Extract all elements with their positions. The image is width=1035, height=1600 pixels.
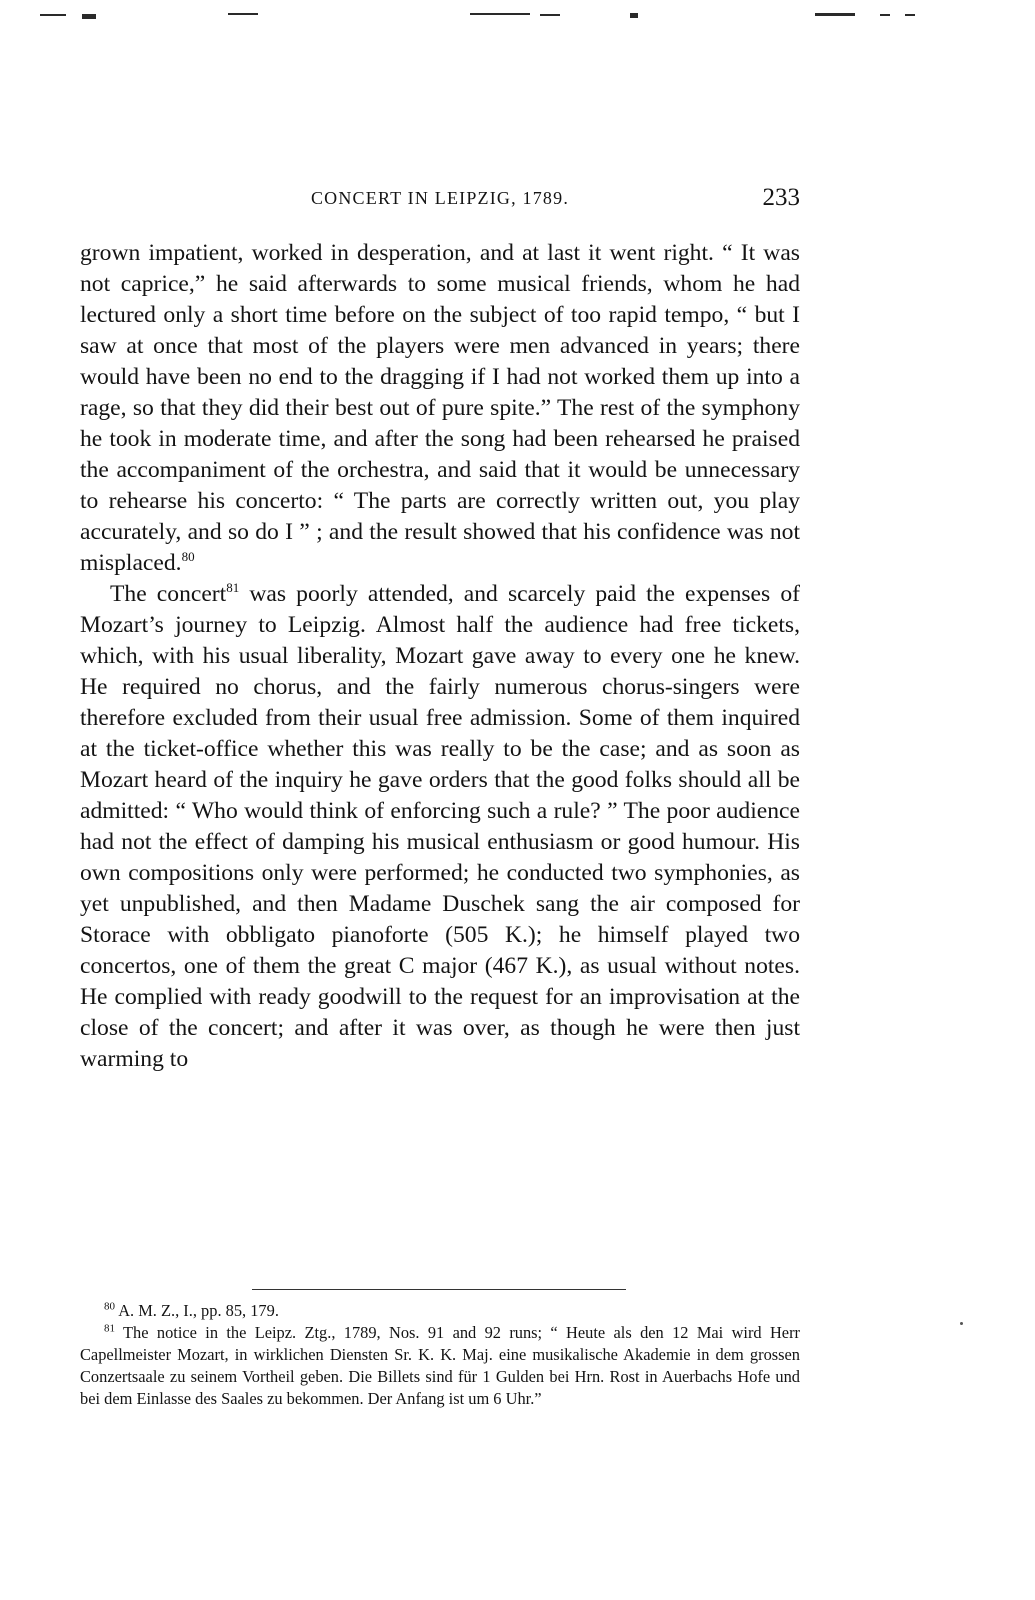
footnote [80,1300,800,1322]
footnote-divider [252,1289,626,1290]
paragraph-text: grown impatient, worked in desperation, and at last it went right. “ It was not caprice,” he said afterwards to some musical friends, whom he had lectured only a short time before on the subject of too rapid tempo, “ but I saw at once that most of the players were men advanced in years; there would have been no end to the dragging if I had not worked them up into a rage, so that they did their best out of pure spite.” The rest of the symphony he took in moderate time, and after the song had been rehearsed he praised the accompaniment of the orchestra, and said that it would be unnecessary to rehearse his concerto: “ The parts are correctly written out, you play accurately, and so do I ” ; and the result showed that his confidence was not misplaced. [80,240,800,576]
running-title: CONCERT IN LEIPZIG, 1789. [310,188,570,208]
paragraph [80,579,800,1075]
footnote-mark: 81 [104,1322,115,1335]
paragraph-text: The concert [110,581,227,607]
scan-artifact [82,14,96,19]
running-head [80,184,800,214]
scan-artifact [470,13,530,15]
paragraph-text: was poorly attended, and scarcely paid the expenses of Mozart’s journey to Leipzig. Almost half the audience had free tickets, which, with his usual liberality, Mozart gave away to every one he knew. He required no chorus, and the fairly numerous chorus-singers were therefore excluded from their usual free admission. Some of them inquired at the ticket-office whether this was really to be the case; and as soon as Mozart heard of the inquiry he gave orders that the good folks should all be admitted: “ Who would think of enforcing such a rule? ” The poor audience had not the effect of damping his musical enthusiasm or good humour. His own compositions only were performed; he conducted two symphonies, as yet unpublished, and then Madame Duschek sang the air composed for Storace with obbligato pianoforte (505 K.); he himself played two concertos, one of them the great C major (467 K.), as usual without notes. He complied with ready goodwill to the request for an improvisation at the close of the concert; and after it was over, as though he were then just warming to [80,581,800,1072]
scan-artifact [630,13,638,18]
scan-artifact [905,14,915,16]
footnote-reference: 80 [181,549,195,565]
scan-artifact [228,13,258,15]
scan-artifact [815,13,855,16]
footnotes [80,1300,800,1410]
footnote-text: A. M. Z., I., pp. 85, 179. [118,1301,279,1320]
scan-artifact [960,1322,963,1325]
footnote [80,1322,800,1410]
scan-artifact [540,14,560,16]
paragraph [80,238,800,579]
footnote-reference: 81 [226,580,240,596]
scan-artifact [880,14,890,16]
scan-artifact [40,14,66,16]
footnote-text: The notice in the Leipz. Ztg., 1789, Nos. 91 and 92 runs; “ Heute als den 12 Mai wird Herr Capellmeister Mozart, in wirklichen Diensten Sr. K. K. Maj. eine musikalische Akademie in dem grossen Conzertsaale zu seinem Vortheil geben. Die Billets sind für 1 Gulden bei Hrn. Rost in Auerbachs Hofe und bei dem Einlasse des Saales zu bekommen. Der Anfang ist um 6 Uhr.” [80,1323,800,1408]
footnote-mark: 80 [104,1300,115,1313]
body-text [80,238,800,1075]
page-number: 233 [762,184,800,211]
